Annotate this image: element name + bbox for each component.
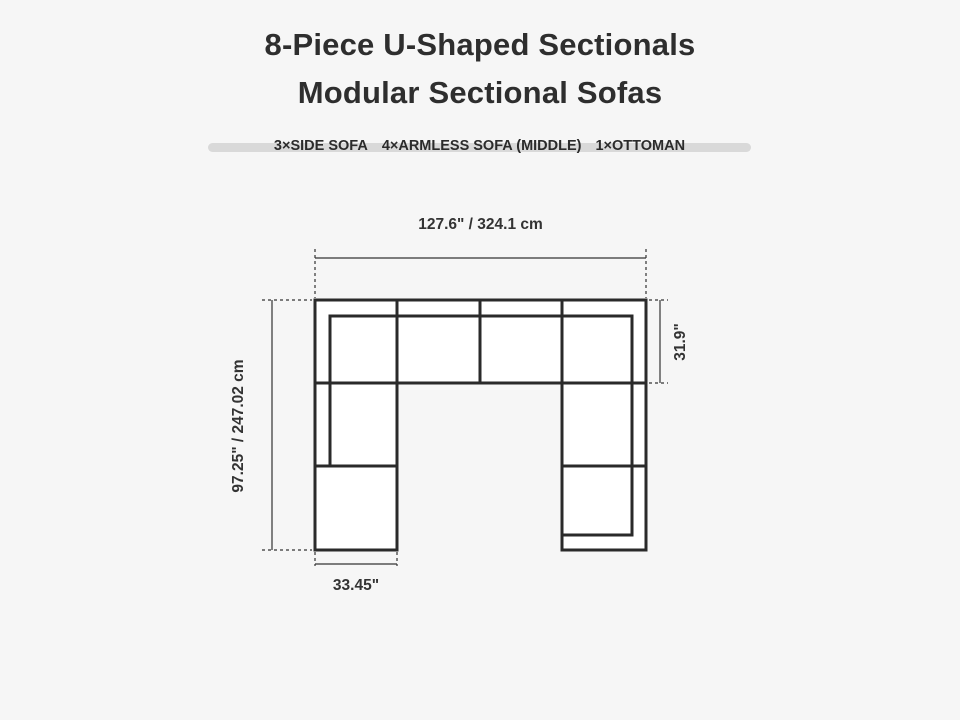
arm-width-dimension [315,552,397,566]
overall-width-label: 127.6" / 324.1 cm [418,216,543,233]
seat-depth-dimension [649,300,668,383]
component-armless-sofa: 4×ARMLESS SOFA (MIDDLE) [381,138,582,154]
depth-dimension [262,300,312,550]
width-dimension [315,249,646,298]
arm-width-label: 33.45" [332,577,380,594]
seat-depth-text: 31.9" [672,323,689,361]
component-ottoman: 1×OTTOMAN [595,138,686,154]
overall-depth-text: 97.25" / 247.02 cm [230,359,247,493]
page-subtitle: Modular Sectional Sofas [297,75,663,110]
component-side-sofa: 3×SIDE SOFA [273,138,368,154]
page-title: 8-Piece U-Shaped Sectionals [264,27,696,62]
